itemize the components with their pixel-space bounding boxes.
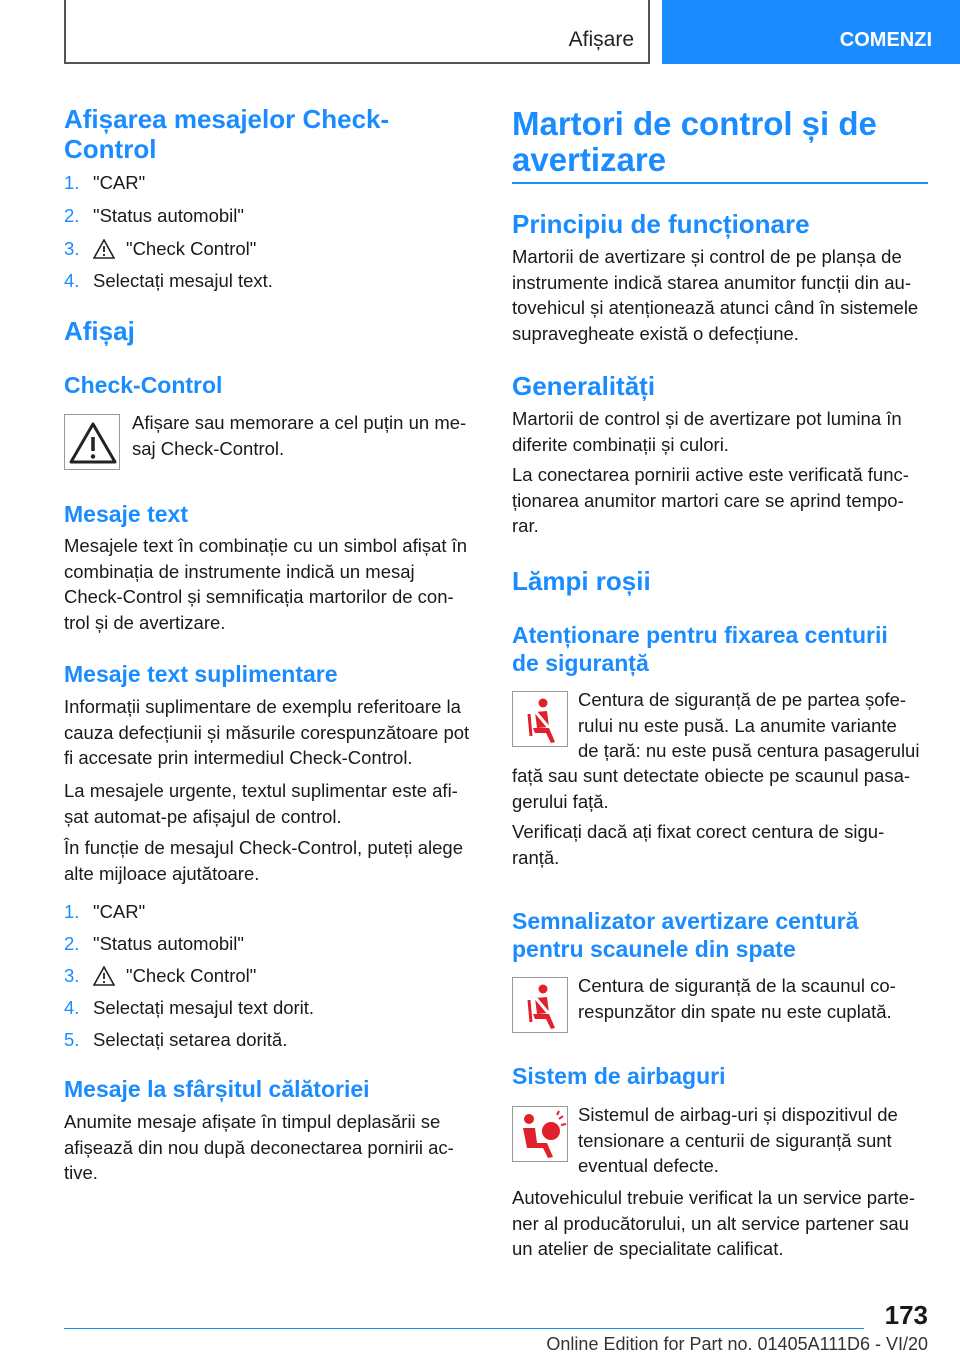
- generalitati-paragraph-2: [512, 462, 909, 539]
- header-section-label: Afișare: [568, 28, 634, 51]
- footer-edition-text: Online Edition for Part no. 01405A111D6 - VI/20: [546, 1334, 928, 1354]
- text-line: La conectarea pornirii active este verificată func-: [512, 464, 909, 485]
- heading-check-control: Check-Control: [64, 372, 223, 398]
- airbag-warning-icon: [513, 1107, 569, 1163]
- text-line: față sau sunt detectate obiecte pe scaunul pasa-: [512, 765, 911, 786]
- text-line: un atelier de specialitate calificat.: [512, 1238, 784, 1259]
- text-line: ționarea anumitor martori care se aprind tempo-: [512, 489, 904, 511]
- suplimentare-paragraph-3: [64, 835, 463, 886]
- sfarsit-paragraph: [64, 1109, 454, 1186]
- list-text: Selectați mesajul text dorit.: [93, 997, 315, 1018]
- list-number: 4.: [64, 270, 80, 291]
- header-section-tab: [64, 0, 650, 64]
- right-title-line: avertizare: [512, 141, 667, 178]
- text-line: tive.: [64, 1162, 98, 1183]
- heading-airbag: Sistem de airbaguri: [512, 1063, 726, 1089]
- list-number: 1.: [64, 901, 80, 922]
- rear-seatbelt-warning-icon: [513, 978, 569, 1034]
- text-line: combinația de instrumente indică un mesaj: [64, 560, 415, 582]
- check-control-icon-box: [64, 414, 120, 470]
- heading-afisaj: Afișaj: [64, 316, 135, 346]
- list-text: "CAR": [93, 172, 146, 193]
- list-number: 3.: [64, 238, 80, 259]
- atentionare-text: [578, 687, 919, 764]
- text-line: Informații suplimentare de exemplu referitoare la: [64, 696, 461, 717]
- atentionare-paragraph-2: [512, 819, 884, 870]
- page-number: 173: [884, 1300, 928, 1330]
- text-line: de țară: nu este pusă centura pasagerului: [578, 740, 920, 761]
- text-line: Verificați dacă ați fixat corect centura de sigu-: [512, 821, 885, 842]
- list-text: "Check Control": [126, 238, 257, 259]
- text-line: afișează din nou după deconectarea pornirii ac-: [64, 1136, 454, 1158]
- heading-line: de siguranță: [512, 650, 649, 676]
- heading-sfarsit-calatorie: Mesaje la sfârșitul călătoriei: [64, 1076, 370, 1102]
- text-line: tovehicul și atenționează atunci când în sistemele: [512, 297, 919, 318]
- text-line: Check-Control și semnificația martorilor de con-: [64, 586, 454, 607]
- text-line: Centura de siguranță de la scaunul co-: [578, 975, 896, 996]
- list-number: 4.: [64, 997, 80, 1018]
- rear-seatbelt-icon-box: [512, 977, 568, 1033]
- text-line: trol și de avertizare.: [64, 611, 226, 633]
- atentionare-text-cont: [512, 763, 910, 814]
- text-line: alte mijloace ajutătoare.: [64, 862, 260, 884]
- text-line: tensionare a centurii de siguranță sunt: [578, 1129, 892, 1151]
- principiu-paragraph: [512, 244, 918, 346]
- text-line: rului nu este pusă. La anumite variante: [578, 714, 897, 736]
- text-line: șat automat-pe afișajul de control.: [64, 805, 342, 827]
- generalitati-paragraph-1: [512, 406, 902, 457]
- right-title: [512, 106, 877, 178]
- text-line: Afișare sau memorare a cel puțin un me-: [132, 412, 467, 433]
- list-text: "CAR": [93, 901, 146, 922]
- text-line: ner al producătorului, un alt service partener sau: [512, 1212, 909, 1234]
- left-title-line: Control: [64, 134, 157, 164]
- heading-generalitati: Generalități: [512, 371, 656, 401]
- text-line: Centura de siguranță de pe partea șofe-: [578, 689, 907, 710]
- title-rule: [512, 182, 928, 184]
- right-title-line: Martori de control și de: [512, 105, 877, 142]
- left-title: [64, 104, 389, 164]
- text-line: Martorii de avertizare și control de pe planșa de: [512, 246, 902, 267]
- semnalizator-text: [578, 973, 896, 1024]
- list-text: Selectați setarea dorită.: [93, 1029, 288, 1050]
- list-text: "Status automobil": [93, 205, 244, 226]
- seatbelt-icon-box: [512, 691, 568, 747]
- list-text: Selectați mesajul text.: [93, 270, 273, 291]
- airbag-icon-box: [512, 1106, 568, 1162]
- list-text: "Status automobil": [93, 933, 244, 954]
- text-line: Autovehiculul trebuie verificat la un service parte-: [512, 1187, 916, 1208]
- warning-triangle-icon: [93, 966, 115, 986]
- warning-triangle-icon: [65, 415, 121, 471]
- heading-line: Atenționare pentru fixarea centurii: [512, 622, 888, 648]
- text-line: La mesajele urgente, textul suplimentar este afi-: [64, 780, 458, 801]
- text-line: respunzător din spate nu este cuplată.: [578, 1000, 892, 1022]
- suplimentare-paragraph-2: [64, 778, 458, 829]
- heading-line: pentru scaunele din spate: [512, 936, 796, 962]
- text-line: ranță.: [512, 846, 560, 868]
- text-line: cauza defecțiunii și măsurile corespunzătoare pot: [64, 721, 470, 743]
- header-chapter-label: COMENZI: [839, 29, 932, 51]
- list-number: 2.: [64, 933, 80, 954]
- text-line: fi accesate prin intermediul Check-Control.: [64, 747, 413, 768]
- text-line: diferite combinații și culori.: [512, 433, 729, 455]
- heading-lampi-rosii: Lămpi roșii: [512, 566, 651, 596]
- seatbelt-warning-icon: [513, 692, 569, 748]
- text-line: Sistemul de airbag-uri și dispozitivul de: [578, 1104, 898, 1125]
- check-control-text: [132, 410, 466, 461]
- list-number: 5.: [64, 1029, 80, 1050]
- heading-principiu: Principiu de funcționare: [512, 209, 810, 239]
- text-line: Mesajele text în combinație cu un simbol afișat în: [64, 535, 468, 556]
- text-line: Anumite mesaje afișate în timpul deplasării se: [64, 1111, 441, 1132]
- text-line: Martorii de control și de avertizare pot lumina în: [512, 408, 902, 429]
- heading-semnalizator: [512, 907, 858, 963]
- airbag-paragraph-2: [512, 1185, 915, 1262]
- header-chapter-tab: [662, 0, 960, 64]
- text-line: eventual defecte.: [578, 1155, 719, 1176]
- list-number: 1.: [64, 172, 80, 193]
- text-line: supravegheate există o defecțiune.: [512, 322, 799, 344]
- text-line: gerului față.: [512, 790, 609, 812]
- text-line: saj Check-Control.: [132, 437, 285, 459]
- suplimentare-paragraph-1: [64, 694, 469, 771]
- left-title-line: Afișarea mesajelor Check-: [64, 104, 390, 134]
- heading-line: Semnalizator avertizare centură: [512, 908, 859, 934]
- text-line: rar.: [512, 515, 539, 536]
- heading-mesaje-text: Mesaje text: [64, 501, 189, 527]
- text-line: instrumente indică starea anumitor funcții din au-: [512, 271, 911, 293]
- heading-atentionare: [512, 621, 888, 677]
- airbag-text: [578, 1102, 898, 1179]
- warning-triangle-icon: [93, 239, 115, 259]
- list-number: 3.: [64, 965, 80, 986]
- list-number: 2.: [64, 205, 80, 226]
- footer-rule: [64, 1328, 864, 1329]
- mesaje-text-paragraph: [64, 533, 467, 635]
- text-line: În funcție de mesajul Check-Control, puteți alege: [64, 837, 463, 858]
- list-text: "Check Control": [126, 965, 257, 986]
- heading-suplimentare: Mesaje text suplimentare: [64, 661, 338, 687]
